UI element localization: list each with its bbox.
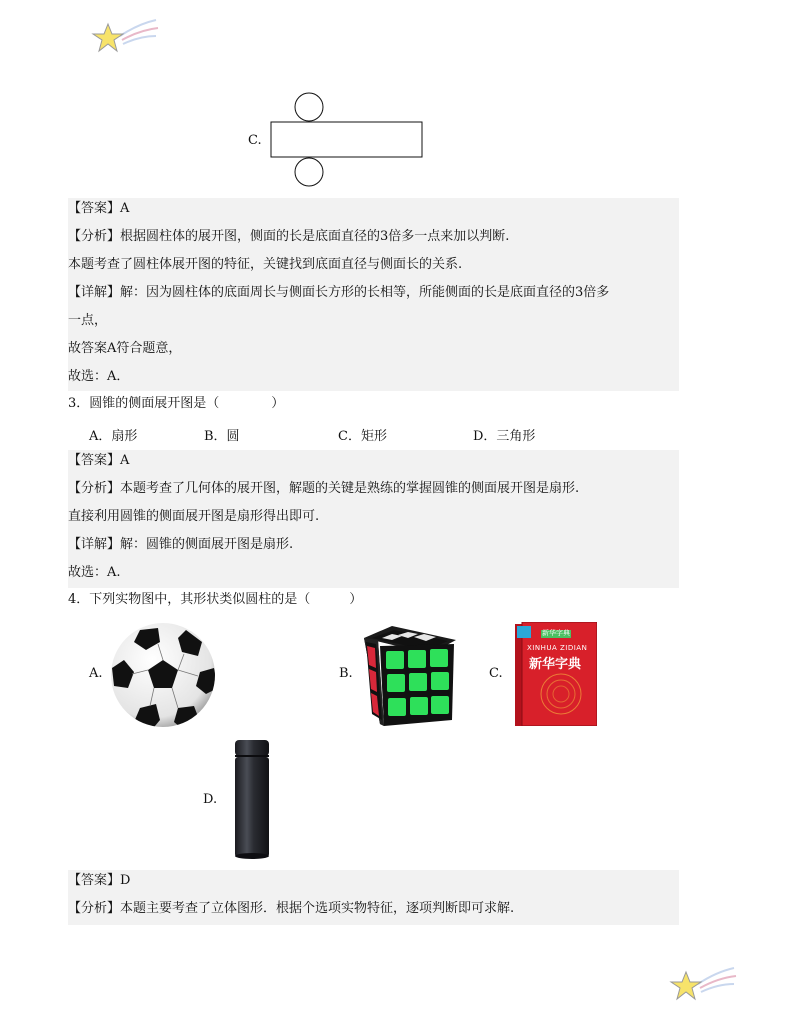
q2-analysis: 【分析】根据圆柱体的展开图，侧面的长是底面直径的3倍多一点来加以判断. [68, 229, 510, 244]
q3-choice: 故选：A. [68, 565, 121, 580]
q3-detail: 【详解】解：圆锥的侧面展开图是扇形. [68, 537, 294, 552]
q3-option-d: D．三角形 [473, 429, 536, 444]
q4-option-c-label: C. [489, 666, 503, 681]
q2-choice: 故选：A． [68, 369, 130, 384]
q4-analysis: 【分析】本题主要考查了立体图形．根据个选项实物特征，逐项判断即可求解. [68, 901, 515, 916]
q3-analysis: 【分析】本题考查了几何体的展开图，解题的关键是熟练的掌握圆锥的侧面展开图是扇形. [68, 481, 580, 496]
q4-answer: 【答案】D [68, 873, 131, 888]
q3-option-b: B．圆 [204, 429, 240, 444]
q2-detail-line2: 一点， [68, 313, 108, 328]
rubiks-cube-image [360, 624, 458, 728]
shooting-star-icon [90, 16, 160, 58]
q2-detail-line1: 【详解】解：因为圆柱体的底面周长与侧面长方形的长相等，所能侧面的长是底面直径的3倍多 [68, 285, 610, 300]
q4-option-d-label: D. [203, 792, 218, 807]
q4-option-b-label: B. [339, 666, 353, 681]
q2-conclusion: 故答案A符合题意， [68, 341, 182, 356]
thermos-bottle-image [232, 738, 272, 860]
q3-option-c: C．矩形 [338, 429, 387, 444]
dictionary-title: 新华字典 [529, 657, 582, 672]
figure-c-label: C. [248, 133, 262, 148]
dictionary-book-image [515, 622, 597, 726]
q3-method: 直接利用圆锥的侧面展开图是扇形得出即可. [68, 509, 320, 524]
q3-stem: 3．圆锥的侧面展开图是（ ） [68, 396, 285, 411]
dictionary-pinyin: XINHUA ZIDIAN [527, 644, 588, 652]
dictionary-top-label: 新华字典 [542, 629, 570, 637]
cylinder-net-figure [268, 92, 428, 190]
q4-option-a-label: A. [89, 666, 103, 681]
soccer-ball-image [110, 622, 216, 728]
q2-review: 本题考查了圆柱体展开图的特征，关键找到底面直径与侧面长的关系. [68, 257, 463, 272]
q3-answer: 【答案】A [68, 453, 130, 468]
shooting-star-icon [668, 964, 738, 1006]
q3-option-a: A．扇形 [89, 429, 138, 444]
q2-answer: 【答案】A [68, 201, 130, 216]
q4-stem: 4．下列实物图中，其形状类似圆柱的是（ ） [68, 592, 363, 607]
